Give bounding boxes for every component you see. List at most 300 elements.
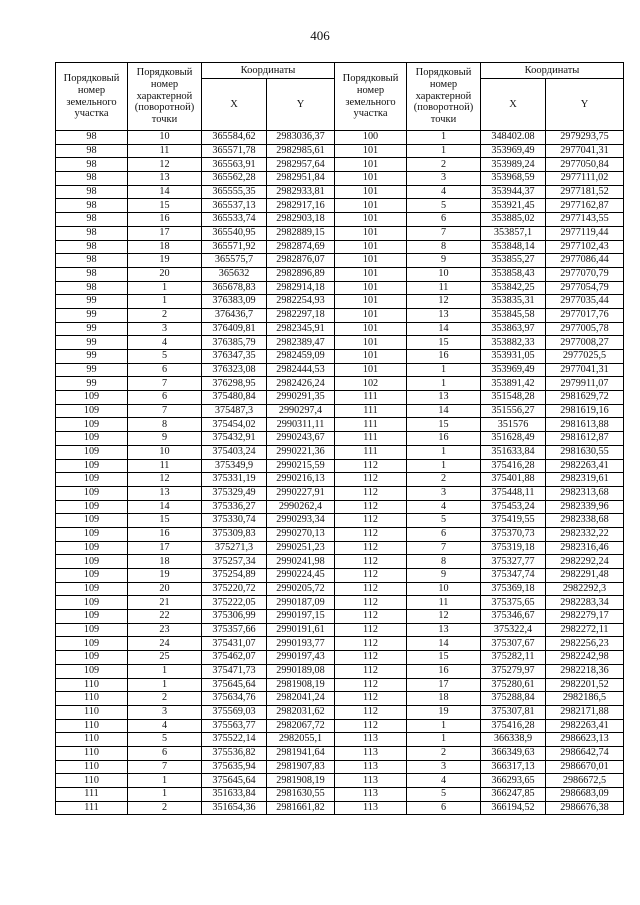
- point-number-cell: 15: [407, 651, 481, 665]
- x-coordinate-cell: 375369,18: [481, 582, 546, 596]
- y-coordinate-cell: 2990197,15: [267, 610, 335, 624]
- point-number-cell: 19: [128, 254, 202, 268]
- y-coordinate-cell: 2990293,34: [267, 514, 335, 528]
- y-coordinate-cell: 2982313,68: [546, 486, 624, 500]
- y-coordinate-cell: 2990224,45: [267, 569, 335, 583]
- point-number-cell: 17: [128, 541, 202, 555]
- point-number-cell: 1: [407, 733, 481, 747]
- y-coordinate-cell: 2982055,1: [267, 733, 335, 747]
- point-number-cell: 18: [128, 240, 202, 254]
- point-number-cell: 7: [407, 541, 481, 555]
- x-coordinate-cell: 375453,24: [481, 500, 546, 514]
- y-coordinate-cell: 2977181,52: [546, 185, 624, 199]
- table-row: [56, 486, 624, 500]
- header-coordinates: Координаты: [202, 63, 335, 79]
- y-coordinate-cell: 2990227,91: [267, 486, 335, 500]
- x-coordinate-cell: 375432,91: [202, 432, 267, 446]
- y-coordinate-cell: 2982291,48: [546, 569, 624, 583]
- plot-number-cell: 112: [335, 610, 407, 624]
- y-coordinate-cell: 2990262,4: [267, 500, 335, 514]
- y-coordinate-cell: 2982041,24: [267, 692, 335, 706]
- point-number-cell: 3: [407, 486, 481, 500]
- point-number-cell: 12: [407, 295, 481, 309]
- plot-number-cell: 109: [56, 473, 128, 487]
- y-coordinate-cell: 2986676,38: [546, 801, 624, 815]
- plot-number-cell: 109: [56, 418, 128, 432]
- x-coordinate-cell: 353863,97: [481, 322, 546, 336]
- plot-number-cell: 98: [56, 281, 128, 295]
- point-number-cell: 12: [128, 473, 202, 487]
- x-coordinate-cell: 375357,66: [202, 623, 267, 637]
- point-number-cell: 14: [407, 404, 481, 418]
- x-coordinate-cell: 353885,02: [481, 213, 546, 227]
- x-coordinate-cell: 375471,73: [202, 664, 267, 678]
- header-coordinates: Координаты: [481, 63, 624, 79]
- point-number-cell: 12: [407, 610, 481, 624]
- point-number-cell: 16: [407, 432, 481, 446]
- x-coordinate-cell: 353931,05: [481, 350, 546, 364]
- table-row: [56, 336, 624, 350]
- point-number-cell: 2: [407, 746, 481, 760]
- y-coordinate-cell: 2982339,96: [546, 500, 624, 514]
- plot-number-cell: 112: [335, 678, 407, 692]
- x-coordinate-cell: 376323,08: [202, 363, 267, 377]
- x-coordinate-cell: 375319,18: [481, 541, 546, 555]
- plot-number-cell: 111: [335, 432, 407, 446]
- point-number-cell: 7: [128, 377, 202, 391]
- y-coordinate-cell: 2990215,59: [267, 459, 335, 473]
- table-row: [56, 418, 624, 432]
- plot-number-cell: 110: [56, 746, 128, 760]
- y-coordinate-cell: 2982297,18: [267, 308, 335, 322]
- plot-number-cell: 98: [56, 213, 128, 227]
- y-coordinate-cell: 2977119,44: [546, 226, 624, 240]
- plot-number-cell: 113: [335, 746, 407, 760]
- plot-number-cell: 109: [56, 432, 128, 446]
- plot-number-cell: 112: [335, 527, 407, 541]
- x-coordinate-cell: 375522,14: [202, 733, 267, 747]
- table-row: [56, 733, 624, 747]
- point-number-cell: 1: [128, 774, 202, 788]
- y-coordinate-cell: 2982957,64: [267, 158, 335, 172]
- point-number-cell: 1: [407, 377, 481, 391]
- point-number-cell: 5: [407, 514, 481, 528]
- plot-number-cell: 112: [335, 692, 407, 706]
- y-coordinate-cell: 2990291,35: [267, 391, 335, 405]
- point-number-cell: 13: [407, 391, 481, 405]
- table-row: [56, 363, 624, 377]
- x-coordinate-cell: 375306,99: [202, 610, 267, 624]
- x-coordinate-cell: 353969,49: [481, 144, 546, 158]
- point-number-cell: 10: [128, 445, 202, 459]
- table-row: [56, 719, 624, 733]
- x-coordinate-cell: 375634,76: [202, 692, 267, 706]
- point-number-cell: 4: [407, 774, 481, 788]
- table-row: [56, 131, 624, 145]
- plot-number-cell: 112: [335, 541, 407, 555]
- x-coordinate-cell: 375331,19: [202, 473, 267, 487]
- y-coordinate-cell: 2982201,52: [546, 678, 624, 692]
- x-coordinate-cell: 375416,28: [481, 459, 546, 473]
- point-number-cell: 16: [407, 350, 481, 364]
- y-coordinate-cell: 2990297,4: [267, 404, 335, 418]
- plot-number-cell: 113: [335, 733, 407, 747]
- plot-number-cell: 109: [56, 555, 128, 569]
- table-row: [56, 295, 624, 309]
- y-coordinate-cell: 2981630,55: [546, 445, 624, 459]
- point-number-cell: 4: [407, 500, 481, 514]
- y-coordinate-cell: 2990270,13: [267, 527, 335, 541]
- plot-number-cell: 112: [335, 651, 407, 665]
- y-coordinate-cell: 2982186,5: [546, 692, 624, 706]
- point-number-cell: 11: [407, 281, 481, 295]
- y-coordinate-cell: 2977041,31: [546, 363, 624, 377]
- point-number-cell: 16: [407, 664, 481, 678]
- y-coordinate-cell: 2990193,77: [267, 637, 335, 651]
- plot-number-cell: 109: [56, 500, 128, 514]
- point-number-cell: 24: [128, 637, 202, 651]
- x-coordinate-cell: 375462,07: [202, 651, 267, 665]
- y-coordinate-cell: 2982031,62: [267, 705, 335, 719]
- header-x: X: [202, 79, 267, 131]
- point-number-cell: 10: [128, 131, 202, 145]
- x-coordinate-cell: 375401,88: [481, 473, 546, 487]
- plot-number-cell: 109: [56, 445, 128, 459]
- plot-number-cell: 99: [56, 363, 128, 377]
- table-row: [56, 459, 624, 473]
- point-number-cell: 3: [407, 760, 481, 774]
- x-coordinate-cell: 375635,94: [202, 760, 267, 774]
- plot-number-cell: 109: [56, 391, 128, 405]
- x-coordinate-cell: 353969,49: [481, 363, 546, 377]
- plot-number-cell: 101: [335, 226, 407, 240]
- header-y: Y: [267, 79, 335, 131]
- plot-number-cell: 101: [335, 308, 407, 322]
- y-coordinate-cell: 2990243,67: [267, 432, 335, 446]
- y-coordinate-cell: 2977050,84: [546, 158, 624, 172]
- point-number-cell: 18: [407, 692, 481, 706]
- plot-number-cell: 112: [335, 486, 407, 500]
- plot-number-cell: 110: [56, 733, 128, 747]
- header-x: X: [481, 79, 546, 131]
- x-coordinate-cell: 351556,27: [481, 404, 546, 418]
- plot-number-cell: 101: [335, 267, 407, 281]
- point-number-cell: 1: [128, 664, 202, 678]
- table-row: [56, 213, 624, 227]
- point-number-cell: 1: [407, 363, 481, 377]
- x-coordinate-cell: 375288,84: [481, 692, 546, 706]
- table-row: [56, 500, 624, 514]
- x-coordinate-cell: 351576: [481, 418, 546, 432]
- x-coordinate-cell: 375536,82: [202, 746, 267, 760]
- point-number-cell: 22: [128, 610, 202, 624]
- x-coordinate-cell: 365678,83: [202, 281, 267, 295]
- plot-number-cell: 110: [56, 719, 128, 733]
- x-coordinate-cell: 375257,34: [202, 555, 267, 569]
- y-coordinate-cell: 2982444,53: [267, 363, 335, 377]
- y-coordinate-cell: 2990221,36: [267, 445, 335, 459]
- plot-number-cell: 109: [56, 404, 128, 418]
- plot-number-cell: 112: [335, 569, 407, 583]
- x-coordinate-cell: 375347,74: [481, 569, 546, 583]
- y-coordinate-cell: 2982389,47: [267, 336, 335, 350]
- x-coordinate-cell: 365632: [202, 267, 267, 281]
- y-coordinate-cell: 2981661,82: [267, 801, 335, 815]
- plot-number-cell: 111: [56, 788, 128, 802]
- x-coordinate-cell: 376436,7: [202, 308, 267, 322]
- x-coordinate-cell: 366194,52: [481, 801, 546, 815]
- y-coordinate-cell: 2977017,76: [546, 308, 624, 322]
- x-coordinate-cell: 353921,45: [481, 199, 546, 213]
- y-coordinate-cell: 2977035,44: [546, 295, 624, 309]
- plot-number-cell: 113: [335, 774, 407, 788]
- y-coordinate-cell: 2982319,61: [546, 473, 624, 487]
- point-number-cell: 4: [128, 336, 202, 350]
- table-row: [56, 185, 624, 199]
- plot-number-cell: 111: [335, 418, 407, 432]
- y-coordinate-cell: 2983036,37: [267, 131, 335, 145]
- point-number-cell: 14: [407, 322, 481, 336]
- table-row: [56, 774, 624, 788]
- y-coordinate-cell: 2977143,55: [546, 213, 624, 227]
- y-coordinate-cell: 2982067,72: [267, 719, 335, 733]
- point-number-cell: 1: [128, 281, 202, 295]
- point-number-cell: 19: [128, 569, 202, 583]
- point-number-cell: 17: [407, 678, 481, 692]
- plot-number-cell: 111: [335, 391, 407, 405]
- plot-number-cell: 101: [335, 336, 407, 350]
- x-coordinate-cell: 375416,28: [481, 719, 546, 733]
- plot-number-cell: 98: [56, 240, 128, 254]
- x-coordinate-cell: 376409,81: [202, 322, 267, 336]
- point-number-cell: 11: [407, 596, 481, 610]
- plot-number-cell: 109: [56, 596, 128, 610]
- x-coordinate-cell: 375480,84: [202, 391, 267, 405]
- plot-number-cell: 112: [335, 473, 407, 487]
- point-number-cell: 6: [407, 527, 481, 541]
- plot-number-cell: 110: [56, 678, 128, 692]
- x-coordinate-cell: 375346,67: [481, 610, 546, 624]
- header-plot-number: Порядковый номер земельного участка: [335, 63, 407, 131]
- table-row: [56, 527, 624, 541]
- point-number-cell: 3: [128, 705, 202, 719]
- x-coordinate-cell: 353989,24: [481, 158, 546, 172]
- x-coordinate-cell: 375220,72: [202, 582, 267, 596]
- point-number-cell: 1: [128, 678, 202, 692]
- plot-number-cell: 101: [335, 254, 407, 268]
- x-coordinate-cell: 375370,73: [481, 527, 546, 541]
- y-coordinate-cell: 2981629,72: [546, 391, 624, 405]
- y-coordinate-cell: 2982985,61: [267, 144, 335, 158]
- y-coordinate-cell: 2982256,23: [546, 637, 624, 651]
- y-coordinate-cell: 2982459,09: [267, 350, 335, 364]
- y-coordinate-cell: 2982272,11: [546, 623, 624, 637]
- point-number-cell: 19: [407, 705, 481, 719]
- y-coordinate-cell: 2979911,07: [546, 377, 624, 391]
- y-coordinate-cell: 2982874,69: [267, 240, 335, 254]
- x-coordinate-cell: 375282,11: [481, 651, 546, 665]
- table-row: [56, 144, 624, 158]
- point-number-cell: 20: [128, 267, 202, 281]
- point-number-cell: 9: [407, 254, 481, 268]
- x-coordinate-cell: 365540,95: [202, 226, 267, 240]
- table-row: [56, 541, 624, 555]
- x-coordinate-cell: 351633,84: [481, 445, 546, 459]
- point-number-cell: 14: [128, 500, 202, 514]
- plot-number-cell: 111: [335, 445, 407, 459]
- plot-number-cell: 98: [56, 254, 128, 268]
- x-coordinate-cell: 353855,27: [481, 254, 546, 268]
- x-coordinate-cell: 375448,11: [481, 486, 546, 500]
- plot-number-cell: 109: [56, 569, 128, 583]
- point-number-cell: 5: [407, 788, 481, 802]
- y-coordinate-cell: 2982876,07: [267, 254, 335, 268]
- x-coordinate-cell: 375645,64: [202, 774, 267, 788]
- table-row: [56, 473, 624, 487]
- y-coordinate-cell: 2990189,08: [267, 664, 335, 678]
- y-coordinate-cell: 2990216,13: [267, 473, 335, 487]
- y-coordinate-cell: 2979293,75: [546, 131, 624, 145]
- y-coordinate-cell: 2982292,3: [546, 582, 624, 596]
- table-row: [56, 391, 624, 405]
- point-number-cell: 6: [128, 363, 202, 377]
- x-coordinate-cell: 375645,64: [202, 678, 267, 692]
- y-coordinate-cell: 2981908,19: [267, 678, 335, 692]
- point-number-cell: 2: [407, 158, 481, 172]
- table-body: [56, 131, 624, 815]
- y-coordinate-cell: 2990205,72: [267, 582, 335, 596]
- x-coordinate-cell: 353891,42: [481, 377, 546, 391]
- x-coordinate-cell: 366293,65: [481, 774, 546, 788]
- y-coordinate-cell: 2981908,19: [267, 774, 335, 788]
- y-coordinate-cell: 2981612,87: [546, 432, 624, 446]
- plot-number-cell: 101: [335, 295, 407, 309]
- y-coordinate-cell: 2981613,88: [546, 418, 624, 432]
- table-row: [56, 445, 624, 459]
- plot-number-cell: 112: [335, 705, 407, 719]
- x-coordinate-cell: 366349,63: [481, 746, 546, 760]
- point-number-cell: 1: [128, 788, 202, 802]
- table-row: [56, 596, 624, 610]
- y-coordinate-cell: 2986642,74: [546, 746, 624, 760]
- table-row: [56, 158, 624, 172]
- x-coordinate-cell: 351633,84: [202, 788, 267, 802]
- table-row: [56, 801, 624, 815]
- plot-number-cell: 110: [56, 774, 128, 788]
- table-row: [56, 760, 624, 774]
- point-number-cell: 4: [407, 185, 481, 199]
- table-row: [56, 651, 624, 665]
- y-coordinate-cell: 2982889,15: [267, 226, 335, 240]
- x-coordinate-cell: 375330,74: [202, 514, 267, 528]
- plot-number-cell: 110: [56, 760, 128, 774]
- y-coordinate-cell: 2977008,27: [546, 336, 624, 350]
- plot-number-cell: 101: [335, 172, 407, 186]
- plot-number-cell: 98: [56, 158, 128, 172]
- plot-number-cell: 99: [56, 308, 128, 322]
- plot-number-cell: 101: [335, 158, 407, 172]
- y-coordinate-cell: 2982292,24: [546, 555, 624, 569]
- x-coordinate-cell: 353968,59: [481, 172, 546, 186]
- table-row: [56, 322, 624, 336]
- point-number-cell: 18: [128, 555, 202, 569]
- point-number-cell: 21: [128, 596, 202, 610]
- x-coordinate-cell: 375329,49: [202, 486, 267, 500]
- x-coordinate-cell: 353842,25: [481, 281, 546, 295]
- y-coordinate-cell: 2990187,09: [267, 596, 335, 610]
- y-coordinate-cell: 2986670,01: [546, 760, 624, 774]
- point-number-cell: 13: [407, 308, 481, 322]
- point-number-cell: 9: [407, 569, 481, 583]
- point-number-cell: 6: [407, 213, 481, 227]
- point-number-cell: 8: [407, 555, 481, 569]
- plot-number-cell: 98: [56, 144, 128, 158]
- y-coordinate-cell: 2977070,79: [546, 267, 624, 281]
- plot-number-cell: 98: [56, 131, 128, 145]
- plot-number-cell: 109: [56, 459, 128, 473]
- plot-number-cell: 109: [56, 637, 128, 651]
- plot-number-cell: 98: [56, 226, 128, 240]
- point-number-cell: 6: [128, 391, 202, 405]
- table-row: [56, 555, 624, 569]
- y-coordinate-cell: 2982218,36: [546, 664, 624, 678]
- x-coordinate-cell: 376298,95: [202, 377, 267, 391]
- y-coordinate-cell: 2982283,34: [546, 596, 624, 610]
- y-coordinate-cell: 2977005,78: [546, 322, 624, 336]
- table-row: [56, 705, 624, 719]
- plot-number-cell: 112: [335, 623, 407, 637]
- point-number-cell: 2: [407, 473, 481, 487]
- table-row: [56, 569, 624, 583]
- table-row: [56, 404, 624, 418]
- point-number-cell: 10: [407, 267, 481, 281]
- point-number-cell: 1: [407, 131, 481, 145]
- x-coordinate-cell: 375336,27: [202, 500, 267, 514]
- point-number-cell: 7: [128, 760, 202, 774]
- plot-number-cell: 99: [56, 295, 128, 309]
- point-number-cell: 15: [128, 514, 202, 528]
- point-number-cell: 11: [128, 144, 202, 158]
- x-coordinate-cell: 365533,74: [202, 213, 267, 227]
- x-coordinate-cell: 375322,4: [481, 623, 546, 637]
- x-coordinate-cell: 375254,89: [202, 569, 267, 583]
- plot-number-cell: 112: [335, 664, 407, 678]
- point-number-cell: 8: [407, 240, 481, 254]
- y-coordinate-cell: 2990241,98: [267, 555, 335, 569]
- plot-number-cell: 101: [335, 240, 407, 254]
- y-coordinate-cell: 2981941,64: [267, 746, 335, 760]
- table-row: [56, 432, 624, 446]
- x-coordinate-cell: 375271,3: [202, 541, 267, 555]
- x-coordinate-cell: 351654,36: [202, 801, 267, 815]
- y-coordinate-cell: 2986672,5: [546, 774, 624, 788]
- x-coordinate-cell: 366338,9: [481, 733, 546, 747]
- y-coordinate-cell: 2982345,91: [267, 322, 335, 336]
- table-row: [56, 254, 624, 268]
- x-coordinate-cell: 365571,92: [202, 240, 267, 254]
- point-number-cell: 7: [128, 404, 202, 418]
- coordinates-table: [55, 62, 624, 815]
- plot-number-cell: 110: [56, 705, 128, 719]
- x-coordinate-cell: 375327,77: [481, 555, 546, 569]
- y-coordinate-cell: 2982951,84: [267, 172, 335, 186]
- point-number-cell: 13: [128, 486, 202, 500]
- plot-number-cell: 99: [56, 336, 128, 350]
- point-number-cell: 1: [407, 719, 481, 733]
- x-coordinate-cell: 375403,24: [202, 445, 267, 459]
- table-row: [56, 623, 624, 637]
- plot-number-cell: 101: [335, 199, 407, 213]
